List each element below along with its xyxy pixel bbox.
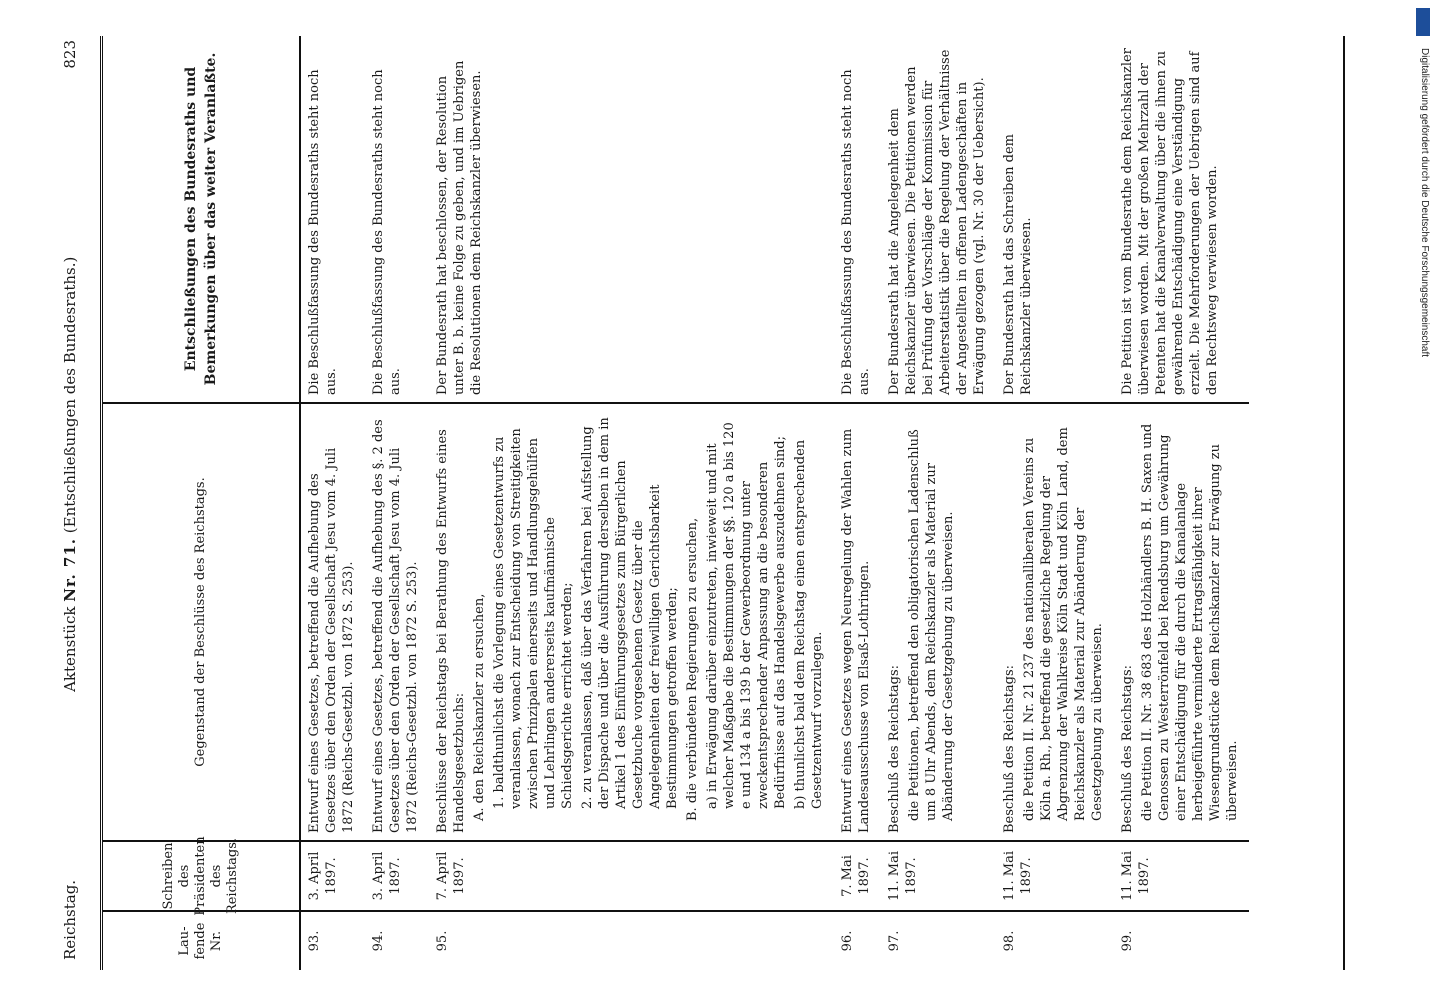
- gegenstand-text: die Petition II. Nr. 21 237 des nationalliberalen Vereins zu Köln a. Rh., betreffend die gesetzliche Regelung der Abgrenzung der Wahlkreise Köln Stadt und Köln Land, dem Reichskanzler als Material zur Abänderung der Gesetzgebung zu überweisen.: [1022, 427, 1105, 821]
- header-schreiben: Schreiben des Präsidenten des Reichstags.: [103, 842, 299, 912]
- page-number: 823: [61, 40, 79, 69]
- row-date: 7. Mai 1897.: [834, 842, 881, 912]
- gegenstand-point-a: A. den Reichskanzler zu ersuchen,: [472, 593, 487, 821]
- table-row: [881, 36, 996, 970]
- gegenstand-intro: Beschluß des Reichstags:: [1120, 664, 1135, 833]
- gegenstand-point-b: B. die verbündeten Regierungen zu ersuchen,: [685, 517, 700, 821]
- resolutions-table: [100, 36, 1345, 970]
- funding-sidebar: [1416, 8, 1430, 988]
- running-head-number: Nr. 71.: [61, 537, 79, 602]
- table-row: [834, 36, 881, 970]
- gegenstand-text: die Petitionen, betreffend den obligatorischen Ladenschluß um 8 Uhr Abends, dem Reichskanzler als Material zur Abänderung der Gesetzgebung zu überweisen.: [907, 429, 956, 821]
- running-head-center: [62, 257, 79, 692]
- gegenstand-text: die Petition II. Nr. 38 683 des Holzhändlers B. H. Saxen und Genossen zu Westerrönfeld bei Rendsburg um Gewährung einer Entschädigung für die durch die Kanalanlage herbeigeführte verminderte Ertragsfähigkeit ihrer Wiesengrundstücke dem Reichskanzler zur Erwägung zu überweisen.: [1140, 423, 1240, 821]
- row-gegenstand: [834, 404, 881, 842]
- row-gegenstand: [365, 404, 429, 842]
- table-row: [365, 36, 429, 970]
- entschliessung-text: Der Bundesrath hat die Angelegenheit dem Reichskanzler überwiesen. Die Petitionen werden bei Prüfung der Vorschläge der Kommission für Arbeiterstatistik über die Regelung der Verhältnisse der Angestellten in offenen Ladengeschäften in Erwägung gezogen (vgl. Nr. 30 der Uebersicht).: [887, 49, 987, 395]
- entschliessung-text: Der Bundesrath hat das Schreiben dem Reichskanzler überwiesen.: [1002, 134, 1034, 395]
- entschliessung-text: Die Petition ist vom Bundesrathe dem Reichskanzler überwiesen worden. Mit der großen Mehrzahl der Petenten hat die Kanalverwaltung über die ihnen zu gewährende Entschädigung eine Verständigung erzielt. Die Mehrforderungen der Uebrigen sind auf den Rechtsweg verwiesen worden.: [1120, 48, 1220, 395]
- row-number: 94.: [371, 930, 386, 952]
- row-number: 98.: [1002, 930, 1017, 952]
- row-number: 95.: [435, 930, 450, 952]
- gegenstand-point-1: 1. baldthunlichst die Vorlegung eines Gesetzentwurfs zu veranlassen, wonach zur Entscheidung von Streitigkeiten zwischen Prinzipalen einerseits und Handlungsgehülfen und Lehrlingen andererseits kaufmännische Schiedsgerichte errichtet werden;: [492, 428, 575, 809]
- row-number: 96.: [840, 930, 855, 952]
- gegenstand-text: Entwurf eines Gesetzes wegen Neuregelung der Wahlen zum Landesausschusse von Elsaß-Lothringen.: [840, 428, 872, 833]
- row-gegenstand: [301, 404, 365, 842]
- table-header: [103, 36, 301, 970]
- header-lfd-nr: Lau- fende Nr.: [177, 922, 224, 960]
- running-head: [62, 40, 84, 960]
- gegenstand-text: Entwurf eines Gesetzes, betreffend die Aufhebung des Gesetzes über den Orden der Gesellschaft Jesu vom 4. Juli 1872 (Reichs-Gesetzbl. von 1872 S. 253).: [307, 447, 356, 833]
- entschliessung-text: Die Beschlußfassung des Bundesraths steht noch aus.: [307, 69, 339, 395]
- entschliessung-text: Die Beschlußfassung des Bundesraths steht noch aus.: [840, 69, 872, 395]
- running-head-center-suffix: (Entschließungen des Bundesraths.): [61, 256, 79, 534]
- gegenstand-text: Beschlüsse der Reichstags bei Berathung des Entwurfs eines Handelsgesetzbuchs:: [435, 429, 467, 833]
- dfg-logo: [1416, 8, 1430, 36]
- row-date: 3. April 1897.: [365, 842, 429, 912]
- row-number: 99.: [1120, 930, 1135, 952]
- row-entschliessung: [365, 36, 429, 404]
- entschliessung-text: Der Bundesrath hat beschlossen, der Resolution unter B. b. keine Folge zu geben, und im Uebrigen die Resolutionen dem Reichskanzler überwiesen.: [435, 60, 484, 395]
- gegenstand-intro: Beschluß des Reichstags:: [887, 664, 902, 833]
- row-entschliessung: [834, 36, 881, 404]
- row-entschliessung: [1114, 36, 1249, 404]
- row-entschliessung: [881, 36, 996, 404]
- row-date: 11. Mai 1897.: [996, 842, 1114, 912]
- gegenstand-point-b-b: b) thunlichst bald dem Reichstag einen entsprechenden Gesetzentwurf vorzulegen.: [793, 439, 825, 809]
- row-date: 11. Mai 1897.: [1114, 842, 1249, 912]
- row-number: 97.: [887, 930, 902, 952]
- row-entschliessung: [301, 36, 365, 404]
- row-gegenstand: [429, 404, 834, 842]
- table-row: [996, 36, 1114, 970]
- header-gegenstand: Gegenstand der Beschlüsse des Reichstags.: [103, 404, 299, 842]
- table-row: [301, 36, 365, 970]
- gegenstand-point-2: 2. zu veranlassen, daß über das Verfahren bei Aufstellung der Dispache und über die Ausführung derselben in dem in Artikel 1 des Einführungsgesetzes zum Bürgerlichen Gesetzbuche vorgesehenen Gesetz über die Angelegenheiten der freiwilligen Gerichtsbarkeit Bestimmungen getroffen werden;: [580, 417, 680, 809]
- row-gegenstand: [1114, 404, 1249, 842]
- table-row: [429, 36, 834, 970]
- header-entschliessungen: Entschließungen des Bundesraths und Bemerkungen über das weiter Veranlaßte.: [103, 36, 299, 404]
- row-date: 7. April 1897.: [429, 842, 834, 912]
- row-number: 93.: [307, 930, 322, 952]
- row-gegenstand: [996, 404, 1114, 842]
- row-gegenstand: [881, 404, 996, 842]
- entschliessung-text: Die Beschlußfassung des Bundesraths steht noch aus.: [371, 69, 403, 395]
- row-entschliessung: [996, 36, 1114, 404]
- gegenstand-intro: Beschluß des Reichstags:: [1002, 664, 1017, 833]
- funding-note: Digitalisierung gefördert durch die Deutsche Forschungsgemeinschaft: [1419, 48, 1430, 358]
- row-date: 3. April 1897.: [301, 842, 365, 912]
- running-head-center-prefix: Aktenstück: [61, 606, 79, 692]
- running-head-left: Reichstag.: [61, 879, 79, 960]
- table-row: [1114, 36, 1249, 970]
- row-date: 11. Mai 1897.: [881, 842, 996, 912]
- gegenstand-text: Entwurf eines Gesetzes, betreffend die Aufhebung des §. 2 des Gesetzes über den Orden der Gesellschaft Jesu vom 4. Juli 1872 (Reichs-Gesetzbl. von 1872 S. 253).: [371, 419, 420, 833]
- gegenstand-point-b-a: a) in Erwägung darüber einzutreten, inwieweit und mit welcher Maßgabe die Bestimmungen der §§. 120 a bis 120 e und 134 a bis 139 b der Gewerbeordnung unter zweckentsprechender Anpassung an die besonderen Bedürfnisse auf das Handelsgewerbe auszudehnen sind;: [705, 422, 788, 809]
- row-entschliessung: [429, 36, 834, 404]
